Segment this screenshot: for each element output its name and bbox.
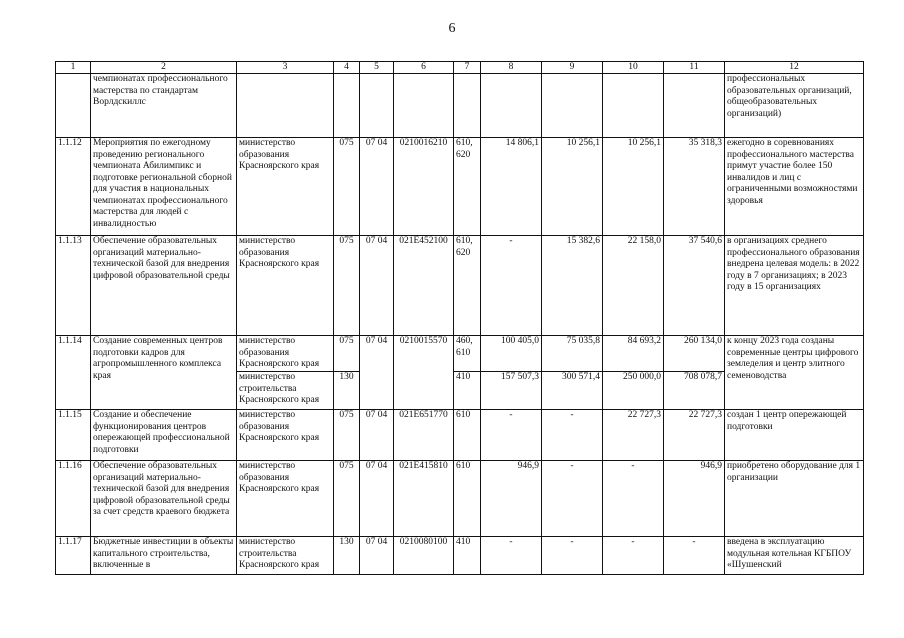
- cell-col9: 75 035,8: [542, 336, 603, 372]
- measure-name: Мероприятия по ежегодному проведению регионального чемпионата Абилимпикс и подготовке региональной сборной для участия в национальных чемпионатах профессионального мастерства для людей с инвалидностью: [91, 138, 237, 236]
- responsible-org: министерство строительства Красноярского края: [237, 372, 334, 410]
- row-number: 1.1.16: [56, 461, 91, 537]
- cell-col4: 075: [334, 410, 360, 461]
- header-cell: 1: [56, 62, 91, 74]
- header-cell: 5: [360, 62, 394, 74]
- cell-col6: 0210015570: [394, 336, 454, 410]
- cell-col7: 460, 610: [454, 336, 481, 372]
- cell-col6: 0210080100: [394, 537, 454, 575]
- cell-col7: 610, 620: [454, 138, 481, 236]
- measure-name: Обеспечение образовательных организаций материально-технической базой для внедрения цифровой образовательной среды за счет средств краевого бюджета: [91, 461, 237, 537]
- header-cell: 10: [603, 62, 664, 74]
- header-cell: 4: [334, 62, 360, 74]
- cell-col4: 075: [334, 336, 360, 372]
- cell-col8: 14 806,1: [481, 138, 542, 236]
- responsible-org: министерство образования Красноярского края: [237, 236, 334, 336]
- cell-col8: -: [481, 236, 542, 336]
- program-table: [55, 61, 864, 575]
- result-cell: введена в эксплуатацию модульная котельная КГБПОУ «Шушенский: [725, 537, 864, 575]
- responsible-org: министерство строительства Красноярского края: [237, 537, 334, 575]
- table-row: [56, 74, 864, 138]
- cell-col4: 130: [334, 372, 360, 410]
- measure-name: Обеспечение образовательных организаций материально-технической базой для внедрения цифровой образовательной среды: [91, 236, 237, 336]
- header-cell: 9: [542, 62, 603, 74]
- measure-name: Бюджетные инвестиции в объекты капитального строительства, включенные в: [91, 537, 237, 575]
- cell-col11: 708 078,7: [664, 372, 725, 410]
- cell-col11: -: [664, 537, 725, 575]
- table-row: [56, 537, 864, 575]
- header-row: [56, 62, 864, 74]
- result-cell: ежегодно в соревнованиях профессионального мастерства примут участие более 150 инвалидов и лиц с ограниченными возможностями здоровья: [725, 138, 864, 236]
- cell-col10: 250 000,0: [603, 372, 664, 410]
- measure-name: чемпионатах профессионального мастерства по стандартам Ворлдскиллс: [91, 74, 237, 138]
- cell-col6: 021E651770: [394, 410, 454, 461]
- cell-col6: 0210016210: [394, 138, 454, 236]
- cell-col7: 610: [454, 461, 481, 537]
- row-number: 1.1.15: [56, 410, 91, 461]
- cell-col5: 07 04: [360, 537, 394, 575]
- cell-col7: 610: [454, 410, 481, 461]
- cell-col4: 130: [334, 537, 360, 575]
- header-cell: 11: [664, 62, 725, 74]
- cell-col8: -: [481, 410, 542, 461]
- cell-col10: -: [603, 461, 664, 537]
- cell-col11: 946,9: [664, 461, 725, 537]
- cell-col5: 07 04: [360, 461, 394, 537]
- row-number: 1.1.12: [56, 138, 91, 236]
- cell-col10: 10 256,1: [603, 138, 664, 236]
- cell-col9: 15 382,6: [542, 236, 603, 336]
- cell-col8: 946,9: [481, 461, 542, 537]
- cell-col8: 157 507,3: [481, 372, 542, 410]
- cell-col6: 021E452100: [394, 236, 454, 336]
- cell-col11: 37 540,6: [664, 236, 725, 336]
- cell-col9: -: [542, 410, 603, 461]
- table-row: [56, 236, 864, 336]
- responsible-org: министерство образования Красноярского края: [237, 336, 334, 372]
- responsible-org: министерство образования Красноярского края: [237, 461, 334, 537]
- result-cell: создан 1 центр опережающей подготовки: [725, 410, 864, 461]
- measure-name: Создание современных центров подготовки кадров для агропромышленного комплекса края: [91, 336, 237, 410]
- cell-col6: 021E415810: [394, 461, 454, 537]
- cell-col9: 10 256,1: [542, 138, 603, 236]
- table-row: [56, 336, 864, 372]
- row-number: 1.1.13: [56, 236, 91, 336]
- cell-col10: 84 693,2: [603, 336, 664, 372]
- cell-col7: 610, 620: [454, 236, 481, 336]
- cell-col11: 260 134,0: [664, 336, 725, 372]
- row-number: 1.1.14: [56, 336, 91, 410]
- header-cell: 3: [237, 62, 334, 74]
- cell-col9: -: [542, 461, 603, 537]
- table-row: [56, 138, 864, 236]
- cell-col11: 22 727,3: [664, 410, 725, 461]
- cell-col5: 07 04: [360, 236, 394, 336]
- cell-col10: 22 158,0: [603, 236, 664, 336]
- cell-col5: 07 04: [360, 336, 394, 410]
- result-cell: приобретено оборудование для 1 организации: [725, 461, 864, 537]
- cell-col5: 07 04: [360, 410, 394, 461]
- header-cell: 7: [454, 62, 481, 74]
- cell-col8: 100 405,0: [481, 336, 542, 372]
- table-row: [56, 410, 864, 461]
- header-cell: 6: [394, 62, 454, 74]
- header-cell: 12: [725, 62, 864, 74]
- table-row: [56, 461, 864, 537]
- cell-col11: 35 318,3: [664, 138, 725, 236]
- page-number: 6: [448, 21, 456, 36]
- cell-col9: 300 571,4: [542, 372, 603, 410]
- cell-col7: 410: [454, 537, 481, 575]
- cell-col10: -: [603, 537, 664, 575]
- cell-col8: -: [481, 537, 542, 575]
- cell-col10: 22 727,3: [603, 410, 664, 461]
- result-cell: профессиональных образовательных организаций, общеобразовательных организаций): [725, 74, 864, 138]
- cell-col4: 075: [334, 138, 360, 236]
- row-number: 1.1.17: [56, 537, 91, 575]
- header-cell: 8: [481, 62, 542, 74]
- cell-col7: 410: [454, 372, 481, 410]
- cell-col4: 075: [334, 461, 360, 537]
- header-cell: 2: [91, 62, 237, 74]
- cell-col4: 075: [334, 236, 360, 336]
- result-cell: к концу 2023 года созданы современные центры цифрового земледелия и центр элитного семеноводства: [725, 336, 864, 410]
- cell-col9: -: [542, 537, 603, 575]
- responsible-org: министерство образования Красноярского края: [237, 410, 334, 461]
- cell-col5: 07 04: [360, 138, 394, 236]
- result-cell: в организациях среднего профессионального образования внедрена целевая модель: в 2022 году в 7 организациях; в 2023 году в 15 организациях: [725, 236, 864, 336]
- responsible-org: министерство образования Красноярского края: [237, 138, 334, 236]
- measure-name: Создание и обеспечение функционирования центров опережающей профессиональной подготовки: [91, 410, 237, 461]
